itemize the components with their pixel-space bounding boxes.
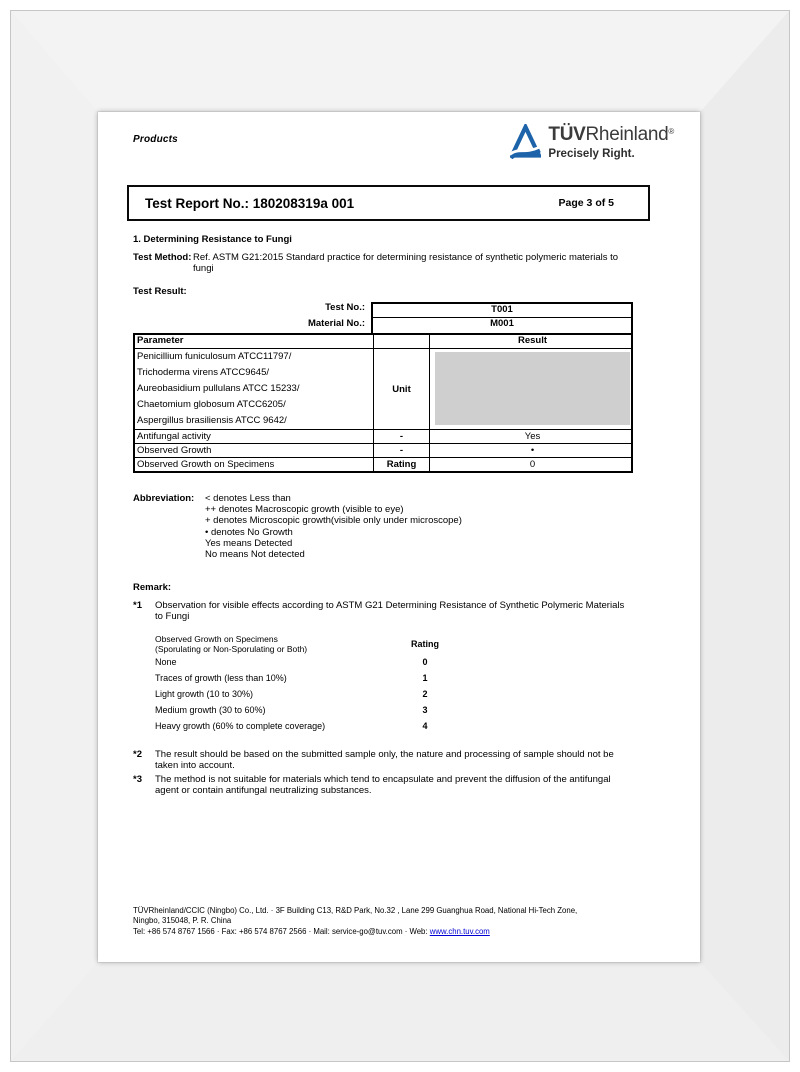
result-cell: 0 [429, 458, 635, 471]
remark-item-2 [133, 749, 700, 771]
fungi-line: Aureobasidium pullulans ATCC 15233/ [137, 383, 300, 394]
tuv-logo [510, 122, 674, 160]
abbreviation-lines [205, 493, 462, 560]
page-indicator: Page 3 of 5 [558, 197, 614, 209]
parameter-cell: Observed Growth on Specimens [137, 459, 275, 470]
material-no-label: Material No.: [307, 318, 365, 329]
test-result-label: Test Result: [133, 286, 187, 297]
abbreviation-line: + denotes Microscopic growth(visible only under microscope) [205, 515, 462, 527]
rating-table-header [155, 635, 475, 654]
material-no-value: M001 [371, 318, 633, 333]
rating-row-value: 4 [422, 721, 428, 732]
fungi-list [135, 349, 373, 429]
brand-text-block [548, 122, 674, 160]
remark-label: Remark: [133, 582, 172, 594]
rating-table [155, 635, 475, 734]
section-heading: 1. Determining Resistance to Fungi [133, 234, 292, 245]
abbreviation-line: No means Not detected [205, 549, 305, 561]
footer-address-line1: TÜVRheinland/CCIC (Ningbo) Co., Ltd. · 3F Building C13, R&D Park, No.32 , Lane 299 Guanghua Road, National Hi-Tech Zone, [133, 905, 578, 915]
abbreviation-line: • denotes No Growth [205, 526, 293, 538]
abbreviation-label: Abbreviation: [133, 493, 195, 504]
rating-row-value: 3 [422, 705, 428, 716]
remark-item-number: *1 [133, 600, 142, 612]
footer-contact-line: Tel: +86 574 8767 1566 · Fax: +86 574 8767 2566 · Mail: service-go@tuv.com · Web: www.chn.tuv.com [133, 927, 490, 937]
fungi-row [135, 348, 631, 429]
material-no-row [133, 318, 633, 333]
brand-tagline: Precisely Right. [548, 148, 635, 160]
remark-item-number: *2 [133, 749, 142, 761]
rating-row-desc: Traces of growth (less than 10%) [155, 673, 287, 684]
result-cell: • [429, 444, 635, 457]
brand-name: TÜVRheinland® [548, 124, 674, 145]
fungi-line: Trichoderma virens ATCC9645/ [137, 367, 269, 378]
parameter-header: Parameter [137, 335, 184, 346]
result-cell: Yes [429, 430, 635, 443]
rating-header-label: Rating [411, 638, 439, 649]
footer-address-line2: Ningbo, 315048, P. R. China [133, 916, 232, 926]
fungi-line: Aspergillus brasiliensis ATCC 9642/ [137, 415, 287, 426]
rating-row-value: 0 [422, 657, 428, 668]
rating-row-value: 2 [422, 689, 428, 700]
remark-item-text: The result should be based on the submitted sample only, the nature and processing of sample should not be taken into account. [155, 749, 614, 772]
test-no-row [133, 302, 633, 318]
footer-web-link[interactable]: www.chn.tuv.com [429, 927, 490, 937]
abbreviation-line: < denotes Less than [205, 493, 291, 504]
remark-item-1 [133, 600, 700, 622]
parameter-cell: Antifungal activity [137, 431, 211, 442]
rating-row [155, 718, 475, 734]
registered-mark: ® [668, 127, 674, 136]
unit-header [373, 335, 429, 348]
abbreviation-block [133, 493, 700, 560]
unit-cell: Rating [373, 458, 429, 471]
rating-header-desc: Observed Growth on Specimens (Sporulating or Non-Sporulating or Both) [155, 634, 308, 654]
report-number-box [127, 185, 650, 221]
unit-cell: - [373, 430, 429, 443]
footer-block [133, 906, 688, 938]
abbreviation-line: Yes means Detected [205, 537, 293, 549]
products-label: Products [133, 134, 178, 145]
rating-row-desc: Light growth (10 to 30%) [155, 689, 254, 700]
unit-cell: Unit [373, 349, 429, 429]
test-method-value: Ref. ASTM G21:2015 Standard practice for determining resistance of synthetic polymeric materials to fungi [193, 252, 619, 274]
fungi-line: Chaetomium globosum ATCC6205/ [137, 399, 286, 410]
rating-row-desc: Heavy growth (60% to complete coverage) [155, 721, 326, 732]
result-table-body [133, 333, 633, 473]
test-method-label: Test Method: [133, 252, 192, 263]
test-method-row [133, 253, 700, 274]
abbreviation-line: ++ denotes Macroscopic growth (visible to eye) [205, 504, 404, 516]
unit-cell: - [373, 444, 429, 457]
rating-row [155, 670, 475, 686]
fungi-line: Penicillium funiculosum ATCC11797/ [137, 351, 292, 362]
rating-row-value: 1 [422, 673, 428, 684]
test-no-value: T001 [371, 302, 633, 318]
result-placeholder-box [435, 352, 630, 425]
result-header: Result [429, 335, 635, 348]
report-number: Test Report No.: 180208319a 001 [145, 195, 355, 211]
test-no-label: Test No.: [325, 302, 365, 313]
rating-row [155, 686, 475, 702]
result-table [133, 302, 633, 473]
table-row [135, 457, 631, 471]
rating-row-desc: None [155, 657, 177, 668]
rating-row [155, 654, 475, 670]
remark-item-text: The method is not suitable for materials which tend to encapsulate and prevent the diffusion of the antifungal agent or contain antifungal neutralizing substances. [155, 774, 611, 797]
parameter-cell: Observed Growth [137, 445, 212, 456]
table-row [135, 443, 631, 457]
tuv-triangle-icon [510, 124, 541, 159]
table-header-row [135, 335, 631, 348]
remark-item-text: Observation for visible effects according to ASTM G21 Determining Resistance of Synthetic Polymeric Materials to Fungi [155, 600, 625, 623]
remark-item-number: *3 [133, 774, 142, 786]
rating-row [155, 702, 475, 718]
table-row [135, 429, 631, 443]
document-page [98, 112, 700, 962]
remark-item-3 [133, 774, 700, 796]
rating-row-desc: Medium growth (30 to 60%) [155, 705, 266, 716]
result-cell [429, 349, 635, 429]
